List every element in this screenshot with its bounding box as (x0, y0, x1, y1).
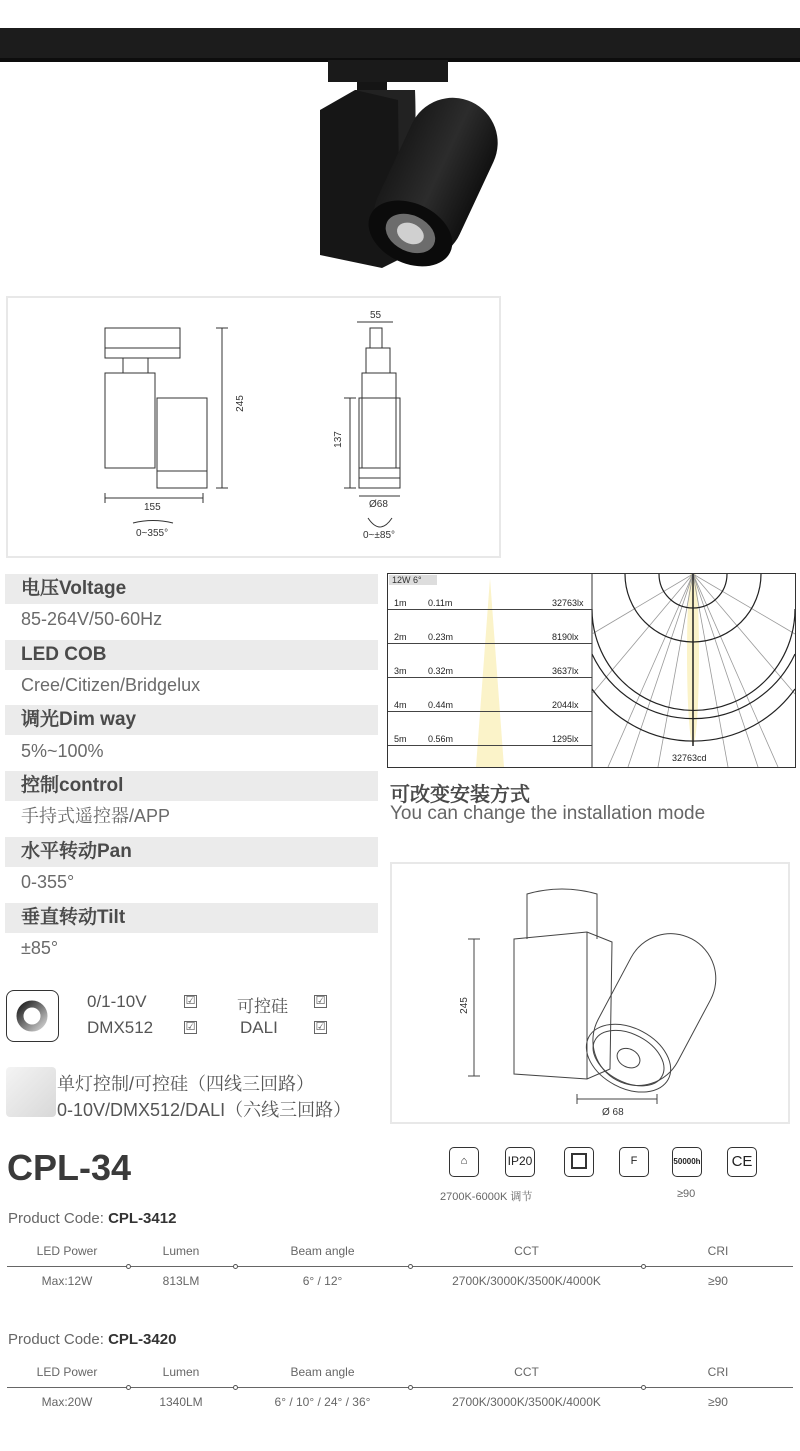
dim-body-height: 137 (332, 431, 344, 448)
beam-distribution-chart: 12W 6° 1m 0.11m 32763lx 2m 0.23m 8190lx 3m 0.32m 3637lx 4m 0.44m 2044lx 5m 0.56m 1295lx 32763cd (387, 573, 796, 768)
ctrl-option-scr: 可控硅 (237, 997, 288, 1016)
product-code-2: Product Code: CPL-3420 (8, 1331, 177, 1348)
ctrl-option-0-10v: 0/1-10V (87, 992, 147, 1011)
spec-label-dim: 调光Dim way (5, 705, 378, 735)
dimmer-icon (6, 990, 59, 1042)
checkbox-0-10v: ☑ (185, 995, 196, 1007)
dim-top-width: 55 (370, 310, 382, 321)
tilt-rotation: 0~±85° (363, 530, 396, 541)
cri-caption: ≥90 (677, 1188, 696, 1200)
install-title: 可改变安装方式 (390, 784, 530, 806)
beam-tag: 12W 6° (389, 575, 437, 585)
polar-label: 32763cd (672, 753, 707, 763)
pan-rotation: 0~355° (136, 528, 169, 539)
track-type-6wire: 0-10V/DMX512/DALI（六线三回路） (57, 1100, 352, 1120)
product-code-1: Product Code: CPL-3412 (8, 1210, 177, 1227)
spec-value-pan: 0-355° (21, 872, 75, 892)
spec-value-led: Cree/Citizen/Bridgelux (21, 675, 201, 695)
track-rail-image (6, 1067, 56, 1117)
spec-label-pan: 水平转动Pan (5, 837, 378, 867)
spec-label-control: 控制control (5, 771, 378, 801)
ce-icon: CE (727, 1147, 757, 1177)
spec-value-tilt: ±85° (21, 938, 59, 958)
lifetime-icon: 50000h (672, 1147, 702, 1177)
ctrl-option-dmx512: DMX512 (87, 1018, 154, 1037)
checkbox-dmx512: ☑ (185, 1021, 196, 1033)
class2-icon (564, 1147, 594, 1177)
house-dim-icon: ⌂ (449, 1147, 479, 1177)
f-mark-icon: F (619, 1147, 649, 1177)
spec-label-tilt: 垂直转动Tilt (5, 903, 378, 933)
model-name: CPL-34 (7, 1147, 132, 1188)
spec-label-voltage: 电压Voltage (5, 574, 378, 604)
checkbox-scr: ☑ (315, 995, 326, 1007)
spec-value-control: 手持式遥控器/APP (21, 806, 171, 826)
ip20-icon: IP20 (505, 1147, 535, 1177)
dimension-drawing (6, 296, 501, 558)
spec-label-led: LED COB (5, 640, 378, 670)
ctrl-option-dali: DALI (240, 1018, 278, 1037)
dim-diameter: Ø68 (369, 499, 388, 510)
checkbox-dali: ☑ (315, 1021, 326, 1033)
hero-product-image (0, 0, 800, 285)
dim-height: 245 (234, 395, 246, 412)
spec-value-dim: 5%~100% (21, 741, 104, 761)
install-dim-diameter: Ø 68 (602, 1107, 624, 1118)
spec-value-voltage: 85-264V/50-60Hz (21, 609, 163, 629)
install-drawing (390, 862, 790, 1124)
install-subtitle: You can change the installation mode (390, 803, 706, 824)
cct-caption: 2700K-6000K 调节 (440, 1191, 533, 1203)
track-type-4wire: 单灯控制/可控硅（四线三回路） (57, 1074, 314, 1094)
install-dim-height: 245 (458, 997, 470, 1014)
dim-width: 155 (144, 502, 161, 513)
